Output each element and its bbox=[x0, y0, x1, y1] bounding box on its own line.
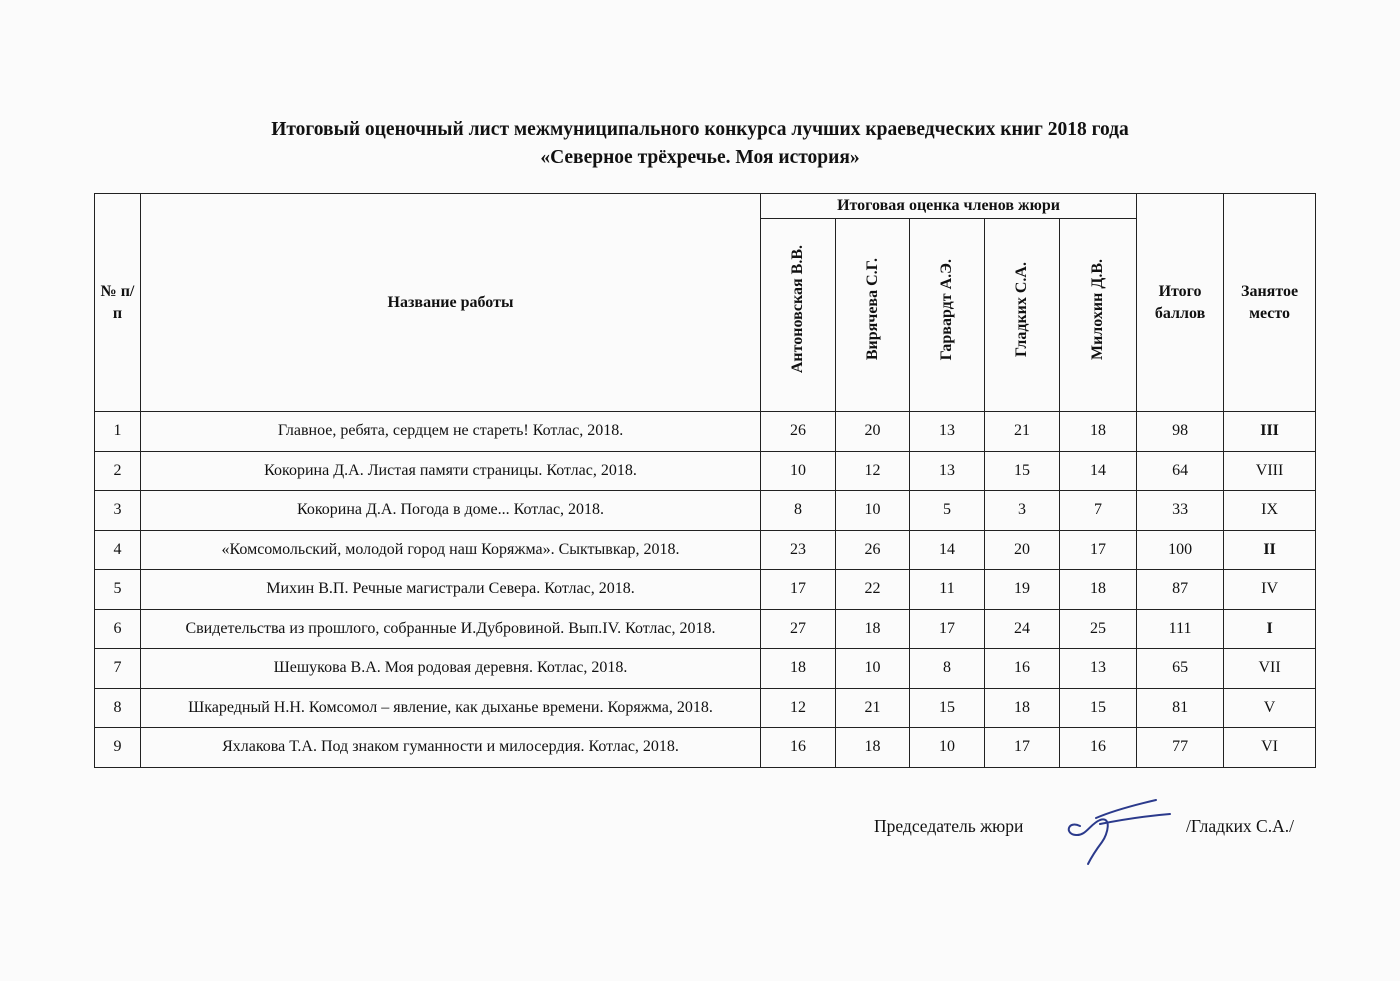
jury-score-cell: 20 bbox=[985, 530, 1060, 570]
header-name: Название работы bbox=[141, 194, 761, 412]
handwritten-signature bbox=[1060, 790, 1180, 870]
title-line-1: Итоговый оценочный лист межмуниципального конкурса лучших краеведческих книг 2018 года bbox=[271, 119, 1129, 140]
header-place: Занятое место bbox=[1224, 194, 1316, 412]
jury-score-cell: 23 bbox=[761, 530, 836, 570]
row-num-cell: 8 bbox=[95, 688, 141, 728]
jury-score-cell: 13 bbox=[1060, 649, 1137, 689]
table-row bbox=[95, 570, 1316, 610]
row-title-cell: Шкаредный Н.Н. Комсомол – явление, как дыханье времени. Коряжма, 2018. bbox=[141, 688, 761, 728]
place-cell: VI bbox=[1224, 728, 1316, 768]
jury-score-cell: 15 bbox=[985, 451, 1060, 491]
jury-score-cell: 25 bbox=[1060, 609, 1137, 649]
place-cell: II bbox=[1224, 530, 1316, 570]
row-num-cell: 4 bbox=[95, 530, 141, 570]
table-row bbox=[95, 451, 1316, 491]
jury-score-cell: 17 bbox=[910, 609, 985, 649]
table-row bbox=[95, 649, 1316, 689]
jury-score-cell: 12 bbox=[836, 451, 910, 491]
jury-score-cell: 16 bbox=[1060, 728, 1137, 768]
jury-score-cell: 14 bbox=[1060, 451, 1137, 491]
title-line-2: «Северное трёхречье. Моя история» bbox=[540, 147, 860, 168]
jury-score-cell: 13 bbox=[910, 451, 985, 491]
document-title bbox=[0, 116, 1400, 172]
row-num-cell: 1 bbox=[95, 412, 141, 452]
header-num: № п/п bbox=[95, 194, 141, 412]
row-title-cell: Свидетельства из прошлого, собранные И.Дубровиной. Вып.IV. Котлас, 2018. bbox=[141, 609, 761, 649]
row-title-cell: Михин В.П. Речные магистрали Севера. Котлас, 2018. bbox=[141, 570, 761, 610]
total-cell: 111 bbox=[1137, 609, 1224, 649]
total-cell: 77 bbox=[1137, 728, 1224, 768]
row-title-cell: «Комсомольский, молодой город наш Коряжма». Сыктывкар, 2018. bbox=[141, 530, 761, 570]
jury-score-cell: 20 bbox=[836, 412, 910, 452]
jury-score-cell: 18 bbox=[1060, 570, 1137, 610]
signature-label: Председатель жюри bbox=[874, 816, 1024, 836]
total-cell: 87 bbox=[1137, 570, 1224, 610]
total-cell: 98 bbox=[1137, 412, 1224, 452]
row-title-cell: Кокорина Д.А. Погода в доме... Котлас, 2018. bbox=[141, 491, 761, 531]
jury-score-cell: 26 bbox=[836, 530, 910, 570]
header-total: Итого баллов bbox=[1137, 194, 1224, 412]
jury-score-cell: 15 bbox=[910, 688, 985, 728]
row-title-cell: Шешукова В.А. Моя родовая деревня. Котлас, 2018. bbox=[141, 649, 761, 689]
table-row bbox=[95, 609, 1316, 649]
table-row bbox=[95, 412, 1316, 452]
jury-score-cell: 18 bbox=[1060, 412, 1137, 452]
row-num-cell: 5 bbox=[95, 570, 141, 610]
jury-score-cell: 10 bbox=[836, 491, 910, 531]
place-cell: V bbox=[1224, 688, 1316, 728]
jury-score-cell: 24 bbox=[985, 609, 1060, 649]
jury-score-cell: 18 bbox=[761, 649, 836, 689]
table-row bbox=[95, 688, 1316, 728]
jury-score-cell: 21 bbox=[836, 688, 910, 728]
row-num-cell: 9 bbox=[95, 728, 141, 768]
place-cell: VII bbox=[1224, 649, 1316, 689]
header-jury-1: Антоновская В.В. bbox=[761, 219, 836, 412]
jury-score-cell: 26 bbox=[761, 412, 836, 452]
jury-score-cell: 10 bbox=[836, 649, 910, 689]
total-cell: 64 bbox=[1137, 451, 1224, 491]
place-cell: VIII bbox=[1224, 451, 1316, 491]
signature-name: /Гладких С.А./ bbox=[1186, 816, 1294, 836]
row-num-cell: 2 bbox=[95, 451, 141, 491]
jury-score-cell: 18 bbox=[836, 609, 910, 649]
jury-score-cell: 22 bbox=[836, 570, 910, 610]
row-title-cell: Кокорина Д.А. Листая памяти страницы. Котлас, 2018. bbox=[141, 451, 761, 491]
table-row bbox=[95, 728, 1316, 768]
row-num-cell: 7 bbox=[95, 649, 141, 689]
row-num-cell: 6 bbox=[95, 609, 141, 649]
place-cell: III bbox=[1224, 412, 1316, 452]
jury-score-cell: 17 bbox=[985, 728, 1060, 768]
table-row bbox=[95, 530, 1316, 570]
jury-score-cell: 21 bbox=[985, 412, 1060, 452]
jury-score-cell: 10 bbox=[761, 451, 836, 491]
score-table bbox=[94, 193, 1316, 768]
jury-score-cell: 27 bbox=[761, 609, 836, 649]
jury-score-cell: 3 bbox=[985, 491, 1060, 531]
jury-score-cell: 17 bbox=[761, 570, 836, 610]
header-jury-4: Гладких С.А. bbox=[985, 219, 1060, 412]
table-row bbox=[95, 491, 1316, 531]
total-cell: 81 bbox=[1137, 688, 1224, 728]
header-jury-3: Гарвардт А.Э. bbox=[910, 219, 985, 412]
jury-score-cell: 13 bbox=[910, 412, 985, 452]
jury-score-cell: 5 bbox=[910, 491, 985, 531]
jury-score-cell: 15 bbox=[1060, 688, 1137, 728]
row-title-cell: Яхлакова Т.А. Под знаком гуманности и милосердия. Котлас, 2018. bbox=[141, 728, 761, 768]
place-cell: IV bbox=[1224, 570, 1316, 610]
row-num-cell: 3 bbox=[95, 491, 141, 531]
jury-score-cell: 8 bbox=[761, 491, 836, 531]
jury-score-cell: 8 bbox=[910, 649, 985, 689]
jury-score-cell: 17 bbox=[1060, 530, 1137, 570]
jury-score-cell: 10 bbox=[910, 728, 985, 768]
total-cell: 100 bbox=[1137, 530, 1224, 570]
jury-score-cell: 11 bbox=[910, 570, 985, 610]
jury-score-cell: 14 bbox=[910, 530, 985, 570]
total-cell: 33 bbox=[1137, 491, 1224, 531]
header-jury-5: Милохин Д.В. bbox=[1060, 219, 1137, 412]
jury-score-cell: 16 bbox=[761, 728, 836, 768]
header-jury-group: Итоговая оценка членов жюри bbox=[761, 194, 1137, 219]
signature-block bbox=[870, 808, 1320, 878]
place-cell: IX bbox=[1224, 491, 1316, 531]
jury-score-cell: 18 bbox=[836, 728, 910, 768]
jury-score-cell: 7 bbox=[1060, 491, 1137, 531]
jury-score-cell: 12 bbox=[761, 688, 836, 728]
jury-score-cell: 18 bbox=[985, 688, 1060, 728]
jury-score-cell: 16 bbox=[985, 649, 1060, 689]
place-cell: I bbox=[1224, 609, 1316, 649]
jury-score-cell: 19 bbox=[985, 570, 1060, 610]
row-title-cell: Главное, ребята, сердцем не стареть! Котлас, 2018. bbox=[141, 412, 761, 452]
total-cell: 65 bbox=[1137, 649, 1224, 689]
header-jury-2: Вирячева С.Г. bbox=[836, 219, 910, 412]
